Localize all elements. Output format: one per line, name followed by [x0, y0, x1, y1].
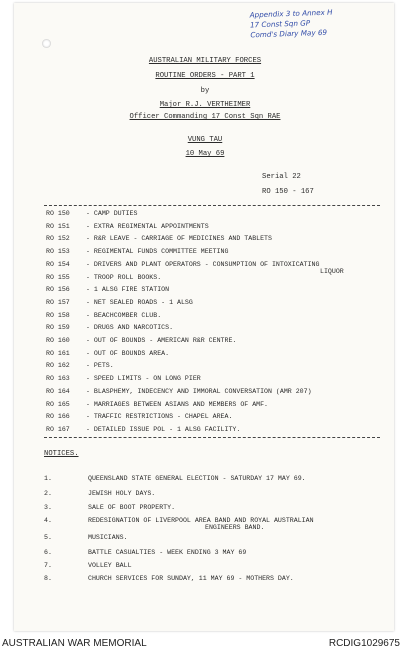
handwritten-annotation	[250, 6, 391, 41]
notice-row	[44, 549, 246, 556]
routine-order-title: - SPEED LIMITS - ON LONG PIER	[86, 375, 201, 383]
routine-order-title: - DRUGS AND NARCOTICS.	[86, 324, 174, 332]
notice-number: 4.	[44, 517, 52, 524]
routine-order-row	[46, 350, 169, 357]
routine-order-row	[46, 337, 236, 344]
routine-order-code: RO 163	[46, 375, 70, 383]
issue-date: 10 May 69	[185, 150, 225, 158]
notice-number: 2.	[44, 490, 52, 497]
routine-order-code: RO 156	[46, 286, 70, 294]
routine-order-title: - BLASPHEMY, INDECENCY AND IMMORAL CONVERSATION (AMR 207)	[86, 387, 312, 395]
routine-order-row	[46, 223, 209, 230]
notice-row	[44, 490, 155, 497]
routine-order-title: - OUT OF BOUNDS AREA.	[86, 349, 170, 357]
notice-row	[44, 575, 294, 582]
divider	[44, 437, 380, 438]
footer-id: RCDIG1029675	[328, 638, 400, 649]
notice-row	[44, 562, 132, 569]
routine-order-code: RO 153	[46, 248, 70, 256]
routine-order-code: RO 164	[46, 387, 70, 395]
notice-row	[44, 504, 175, 511]
notice-row	[44, 534, 128, 541]
routine-order-row	[46, 413, 232, 420]
routine-order-code: RO 150	[46, 210, 70, 217]
routine-order-row	[46, 362, 114, 369]
notice-title: CHURCH SERVICES FOR SUNDAY, 11 MAY 69 - MOTHERS DAY.	[88, 575, 294, 582]
routine-order-code: RO 152	[46, 235, 70, 243]
routine-order-row	[46, 235, 272, 242]
location: VUNG TAU	[187, 136, 223, 144]
notice-row	[44, 475, 306, 482]
routine-order-title: - BEACHCOMBER CLUB.	[86, 311, 162, 319]
notice-number: 7.	[44, 562, 52, 569]
notice-title: JEWISH HOLY DAYS.	[88, 490, 156, 497]
footer	[0, 634, 402, 654]
notice-title: REDESIGNATION OF LIVERPOOL AREA BAND AND ROYAL AUSTRALIAN	[88, 517, 314, 524]
notice-title: VOLLEY BALL	[88, 562, 132, 569]
org-heading: AUSTRALIAN MILITARY FORCES	[148, 57, 262, 65]
routine-order-row	[46, 388, 312, 395]
notice-number: 8.	[44, 575, 52, 582]
notice-number: 1.	[44, 475, 52, 482]
routine-order-row	[46, 261, 319, 268]
by-line: by	[200, 87, 210, 95]
routine-order-row	[46, 274, 161, 281]
routine-order-row	[46, 286, 169, 293]
notice-continuation: ENGINEERS BAND.	[205, 524, 265, 531]
routine-order-continuation: LIQUOR	[320, 267, 344, 275]
notice-title: BATTLE CASUALTIES - WEEK ENDING 3 MAY 69	[88, 549, 247, 556]
officer-role: Officer Commanding 17 Const Sqn RAE	[129, 113, 281, 121]
notices-heading: NOTICES.	[44, 450, 79, 458]
routine-order-code: RO 157	[46, 298, 70, 306]
orders-title: ROUTINE ORDERS - PART 1	[155, 72, 255, 80]
routine-order-row	[46, 299, 193, 306]
handwritten-line: Appendix 3 to Annex H	[249, 7, 333, 20]
routine-order-code: RO 154	[46, 260, 70, 268]
notice-title: MUSICIANS.	[88, 534, 128, 541]
notice-row	[44, 517, 314, 524]
punch-hole	[42, 39, 51, 48]
routine-order-title: - OUT OF BOUNDS - AMERICAN R&R CENTRE.	[86, 337, 237, 344]
routine-order-code: RO 160	[46, 337, 70, 344]
routine-order-code: RO 159	[46, 324, 70, 332]
routine-order-row	[46, 426, 240, 433]
routine-order-title: - DETAILED ISSUE POL - 1 ALSG FACILITY.	[86, 425, 241, 433]
routine-order-code: RO 167	[46, 425, 70, 433]
notice-number: 3.	[44, 504, 52, 511]
routine-order-code: RO 158	[46, 311, 70, 319]
serial-range: RO 150 - 167	[262, 188, 314, 196]
routine-order-row	[46, 312, 161, 319]
routine-order-title: - DRIVERS AND PLANT OPERATORS - CONSUMPTION OF INTOXICATING	[86, 260, 320, 268]
routine-order-row	[46, 401, 268, 408]
handwritten-line: 17 Const Sqn GP	[249, 18, 311, 30]
routine-order-code: RO 162	[46, 362, 70, 370]
handwritten-line: Comd's Diary May 69	[250, 27, 328, 40]
routine-order-code: RO 165	[46, 400, 70, 408]
routine-order-row	[46, 248, 228, 255]
routine-order-code: RO 161	[46, 349, 70, 357]
routine-order-row	[46, 375, 201, 382]
routine-order-title: - MARRIAGES BETWEEN ASIANS AND MEMBERS OF AMF.	[86, 400, 269, 408]
routine-order-title: - NET SEALED ROADS - 1 ALSG	[86, 298, 193, 306]
notice-number: 5.	[44, 534, 52, 541]
notice-title: QUEENSLAND STATE GENERAL ELECTION - SATURDAY 17 MAY 69.	[88, 475, 306, 482]
serial-number: Serial 22	[262, 173, 301, 181]
routine-order-title: - R&R LEAVE - CARRIAGE OF MEDICINES AND TABLETS	[86, 235, 272, 243]
routine-order-row	[46, 324, 173, 331]
divider	[44, 205, 380, 206]
officer-name: Major R.J. VERTHEIMER	[159, 101, 251, 109]
footer-source: AUSTRALIAN WAR MEMORIAL	[2, 638, 147, 649]
notice-number: 6.	[44, 549, 52, 556]
routine-order-title: - 1 ALSG FIRE STATION	[86, 286, 170, 294]
routine-order-title: - TROOP ROLL BOOKS.	[86, 273, 162, 281]
routine-order-title: - EXTRA REGIMENTAL APPOINTMENTS	[86, 222, 209, 230]
routine-order-row	[46, 210, 137, 217]
routine-order-code: RO 155	[46, 273, 70, 281]
routine-order-title: - CAMP DUTIES	[86, 210, 138, 217]
notice-title: SALE OF BOOT PROPERTY.	[88, 504, 176, 511]
routine-order-code: RO 166	[46, 413, 70, 421]
routine-order-title: - TRAFFIC RESTRICTIONS - CHAPEL AREA.	[86, 413, 233, 421]
routine-order-title: - REGIMENTAL FUNDS COMMITTEE MEETING	[86, 248, 229, 256]
routine-order-code: RO 151	[46, 222, 70, 230]
routine-order-title: - PETS.	[86, 362, 114, 370]
